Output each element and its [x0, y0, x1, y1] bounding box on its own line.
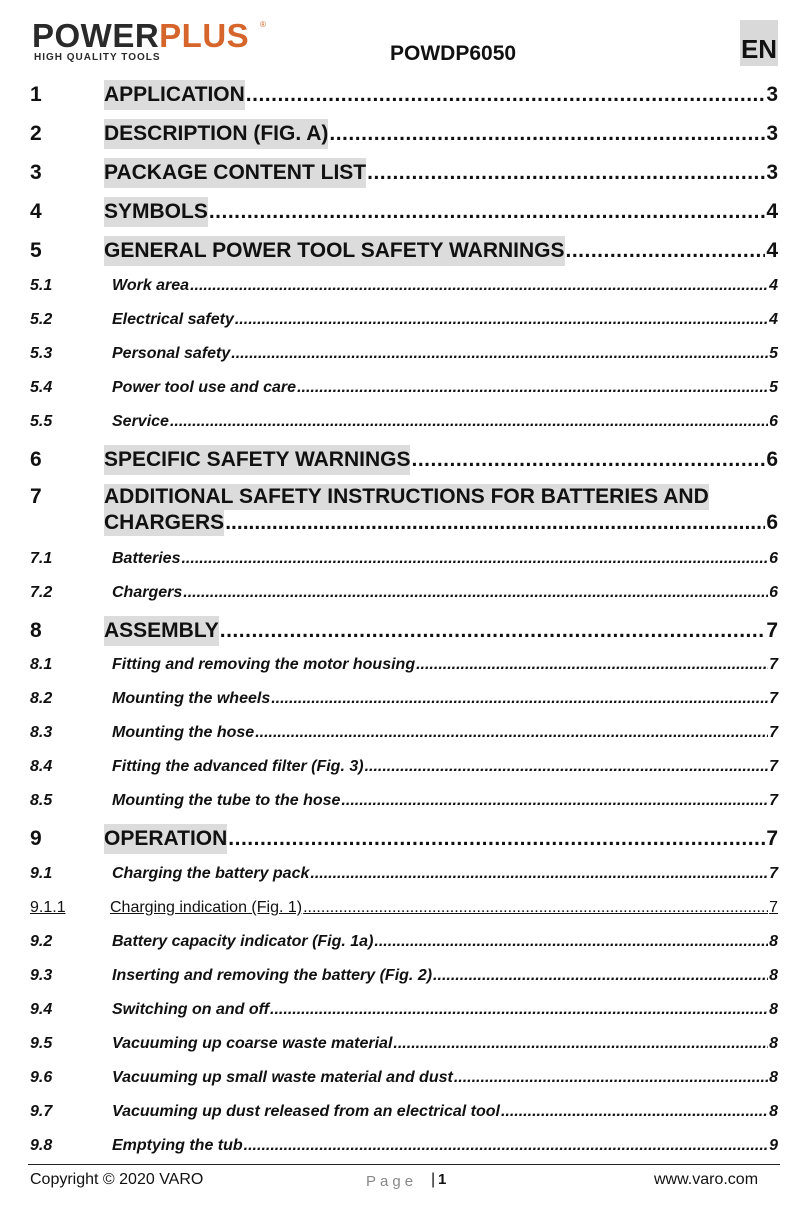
- toc-number: 9: [30, 827, 42, 850]
- footer-page-label: Page: [366, 1173, 418, 1190]
- toc-title: Emptying the tub: [112, 1137, 243, 1154]
- toc-title-line2: CHARGERS: [104, 511, 225, 534]
- toc-page: 8: [769, 1103, 778, 1120]
- footer-page-separator: |: [431, 1171, 436, 1188]
- toc-number: 9.6: [30, 1069, 53, 1086]
- toc-number: 9.4: [30, 1001, 53, 1018]
- toc-page: 7: [766, 827, 778, 850]
- toc-entry[interactable]: [30, 1134, 778, 1158]
- toc-title: Charging the battery pack: [112, 865, 310, 882]
- toc-leader: [393, 1032, 768, 1056]
- toc-number: 9.7: [30, 1103, 53, 1120]
- toc-title: Switching on and off: [112, 1001, 270, 1018]
- toc-leader: [255, 721, 768, 745]
- toc-page: 7: [769, 656, 778, 673]
- toc-page: 7: [766, 619, 778, 642]
- toc-number: 5.3: [30, 345, 53, 362]
- toc-number: 6: [30, 448, 42, 471]
- toc-number: 9.8: [30, 1137, 53, 1154]
- toc-page: 6: [766, 511, 778, 534]
- toc-number: 3: [30, 161, 42, 184]
- toc-page: 4: [769, 277, 778, 294]
- toc-page: 4: [766, 200, 778, 223]
- toc-title: OPERATION: [104, 824, 227, 854]
- toc-page: 8: [769, 1069, 778, 1086]
- toc-leader: [297, 376, 768, 400]
- toc-number: 5: [30, 239, 42, 262]
- toc-leader: [501, 1100, 768, 1124]
- toc-leader: [190, 274, 768, 298]
- toc-entry[interactable]: [30, 1100, 778, 1124]
- toc-entry[interactable]: [30, 616, 778, 646]
- toc-leader: [454, 1066, 768, 1090]
- toc-number: 1: [30, 83, 42, 106]
- toc-number: 9.5: [30, 1035, 53, 1052]
- toc-page: 8: [769, 1035, 778, 1052]
- toc-title: Mounting the hose: [112, 724, 255, 741]
- toc-page: 6: [769, 413, 778, 430]
- toc-title-line1: ADDITIONAL SAFETY INSTRUCTIONS FOR BATTERIES AND: [104, 485, 709, 508]
- toc-title: Mounting the wheels: [112, 690, 271, 707]
- toc-page: 3: [766, 161, 778, 184]
- toc-number: 5.2: [30, 311, 53, 328]
- toc-entry[interactable]: [30, 1032, 778, 1056]
- registered-mark: ®: [260, 20, 266, 29]
- toc-number: 8.4: [30, 758, 53, 775]
- toc-leader: [231, 342, 768, 366]
- toc-entry[interactable]: [30, 376, 778, 400]
- toc-number: 4: [30, 200, 42, 223]
- toc-number: 9.2: [30, 933, 53, 950]
- toc-page: 7: [769, 758, 778, 775]
- toc-title: Vacuuming up dust released from an electrical tool: [112, 1103, 500, 1120]
- language-badge: EN: [740, 20, 778, 66]
- toc-title: Battery capacity indicator (Fig. 1a): [112, 933, 374, 950]
- toc-leader: [374, 930, 768, 954]
- toc-entry[interactable]: [30, 158, 778, 188]
- toc-title: DESCRIPTION (FIG. A): [104, 119, 328, 149]
- toc-entry[interactable]: [30, 445, 778, 475]
- toc-page: 6: [769, 550, 778, 567]
- toc-entry[interactable]: [30, 581, 778, 605]
- toc-entry[interactable]: [30, 896, 778, 920]
- toc-title: Work area: [112, 277, 190, 294]
- toc-leader: [411, 445, 765, 475]
- toc-leader: [310, 862, 768, 886]
- toc-number: 5.4: [30, 379, 53, 396]
- logo-tagline: HIGH QUALITY TOOLS: [34, 52, 161, 63]
- toc-entry[interactable]: [30, 964, 778, 988]
- toc-leader: [416, 653, 768, 677]
- footer-divider: [28, 1164, 780, 1165]
- toc-number: 8: [30, 619, 42, 642]
- toc-entry[interactable]: [30, 998, 778, 1022]
- footer-website[interactable]: www.varo.com: [654, 1171, 759, 1188]
- toc-title: SYMBOLS: [104, 197, 208, 227]
- toc-page: 7: [769, 792, 778, 809]
- toc-entry[interactable]: [30, 721, 778, 745]
- toc-leader: [181, 547, 768, 571]
- toc-title: GENERAL POWER TOOL SAFETY WARNINGS: [104, 236, 565, 266]
- toc-page: 8: [769, 967, 778, 984]
- toc-entry[interactable]: [30, 119, 778, 149]
- toc-page: 8: [769, 933, 778, 950]
- model-number: POWDP6050: [390, 42, 517, 65]
- toc-page: 6: [766, 448, 778, 471]
- toc-leader: [303, 896, 768, 920]
- toc-number: 2: [30, 122, 42, 145]
- toc-entry[interactable]: [30, 236, 778, 266]
- toc-leader: [341, 789, 768, 813]
- toc-number: 8.2: [30, 690, 53, 707]
- toc-entry[interactable]: [30, 1066, 778, 1090]
- toc-leader: [246, 80, 766, 110]
- toc-entry[interactable]: [30, 547, 778, 571]
- toc-leader: [365, 755, 769, 779]
- toc-leader: [235, 308, 768, 332]
- toc-leader: [228, 824, 765, 854]
- toc-leader: [220, 616, 766, 646]
- toc-title: Service: [112, 413, 169, 430]
- toc-leader: [367, 158, 765, 188]
- toc-leader: [244, 1134, 768, 1158]
- toc-entry[interactable]: [30, 755, 778, 779]
- toc-title: PACKAGE CONTENT LIST: [104, 158, 366, 188]
- toc-entry[interactable]: [30, 930, 778, 954]
- toc-entry[interactable]: [30, 862, 778, 886]
- toc-number: 7: [30, 485, 42, 508]
- toc-entry[interactable]: [30, 410, 778, 434]
- toc-entry[interactable]: [30, 687, 778, 711]
- toc-number: 5.5: [30, 413, 53, 430]
- toc-entry[interactable]: [30, 653, 778, 677]
- toc-leader: [270, 998, 768, 1022]
- toc-page: 3: [766, 83, 778, 106]
- toc-title: Vacuuming up coarse waste material: [112, 1035, 393, 1052]
- toc-entry[interactable]: [30, 308, 778, 332]
- toc-title: Batteries: [112, 550, 181, 567]
- footer-page-number: 1: [438, 1171, 447, 1188]
- toc-number: 9.1.1: [30, 899, 66, 916]
- toc-title: SPECIFIC SAFETY WARNINGS: [104, 445, 410, 475]
- toc-page: 6: [769, 584, 778, 601]
- toc-entry[interactable]: [30, 824, 778, 854]
- toc-page: 8: [769, 1001, 778, 1018]
- toc-title: Chargers: [112, 584, 183, 601]
- toc-number: 7.1: [30, 550, 53, 567]
- toc-leader: [329, 119, 765, 149]
- toc-title: Personal safety: [112, 345, 231, 362]
- toc-leader: [271, 687, 768, 711]
- toc-page: 5: [769, 345, 778, 362]
- toc-number: 8.3: [30, 724, 53, 741]
- toc-title: Vacuuming up small waste material and dust: [112, 1069, 453, 1086]
- toc-title: Fitting the advanced filter (Fig. 3): [112, 758, 364, 775]
- toc-title: ASSEMBLY: [104, 616, 219, 646]
- powerplus-logo: [32, 18, 272, 66]
- logo-wordmark: POWERPLUS: [32, 17, 250, 54]
- toc-number: 9.3: [30, 967, 53, 984]
- toc-leader: [566, 236, 766, 266]
- toc-title: Power tool use and care: [112, 379, 297, 396]
- toc-entry[interactable]: [30, 484, 778, 538]
- toc-leader: [209, 197, 765, 227]
- toc-leader: [183, 581, 768, 605]
- toc-page: 5: [769, 379, 778, 396]
- toc-entry[interactable]: [30, 80, 778, 110]
- toc-title: Mounting the tube to the hose: [112, 792, 341, 809]
- toc-number: 9.1: [30, 865, 53, 882]
- toc-entry[interactable]: [30, 197, 778, 227]
- toc-leader: [170, 410, 768, 434]
- toc-number: 8.5: [30, 792, 53, 809]
- toc-entry[interactable]: [30, 342, 778, 366]
- toc-title: Inserting and removing the battery (Fig. 2): [112, 967, 433, 984]
- toc-leader: [225, 510, 765, 536]
- toc-title: Fitting and removing the motor housing: [112, 656, 416, 673]
- toc-page: 4: [769, 311, 778, 328]
- toc-entry[interactable]: [30, 274, 778, 298]
- toc-number: 7.2: [30, 584, 53, 601]
- toc-page: 7: [769, 865, 778, 882]
- toc-title: Charging indication (Fig. 1): [110, 899, 303, 916]
- toc-entry[interactable]: [30, 789, 778, 813]
- footer-copyright: Copyright © 2020 VARO: [30, 1171, 204, 1188]
- toc-page: 3: [766, 122, 778, 145]
- toc-title: Electrical safety: [112, 311, 234, 328]
- toc-page: 4: [766, 239, 778, 262]
- toc-page: 9: [769, 1137, 778, 1154]
- toc-page: 7: [769, 724, 778, 741]
- toc-page: 7: [769, 899, 778, 916]
- toc-leader: [433, 964, 768, 988]
- toc-number: 8.1: [30, 656, 53, 673]
- toc-number: 5.1: [30, 277, 53, 294]
- toc-title: APPLICATION: [104, 80, 245, 110]
- toc-page: 7: [769, 690, 778, 707]
